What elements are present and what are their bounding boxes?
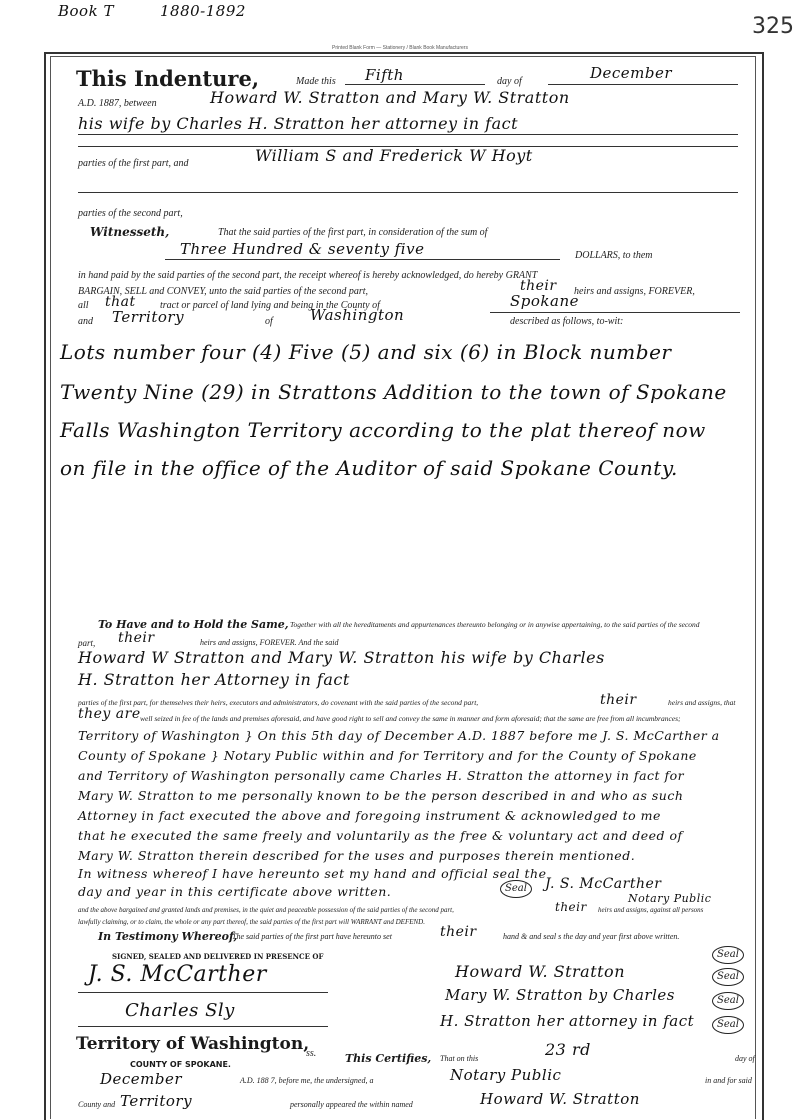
grantor-signature: Mary W. Stratton by Charles	[445, 986, 675, 1004]
cert-county-and: County and	[78, 1100, 116, 1109]
day-of-label: day of	[497, 76, 522, 87]
cert-in-and-for: in and for said	[705, 1076, 752, 1085]
years-note: 1880-1892	[160, 2, 246, 20]
ss-label: ss.	[306, 1048, 317, 1059]
cert-day: 23 rd	[545, 1040, 591, 1059]
habendum-text4: well seized in fee of the lands and premises aforesaid, and have good right to sell and convey the same in manner and form aforesaid; that the same are free from all incumbrances;	[140, 714, 681, 723]
notary-seal: Seal	[500, 880, 532, 898]
blank-line-b	[78, 192, 738, 193]
grantee-name: William S and Frederick W Hoyt	[255, 146, 533, 165]
cert-named: Howard W. Stratton	[480, 1090, 640, 1108]
page-number: 325	[752, 14, 794, 39]
sum-written: Three Hundred & seventy five	[180, 240, 425, 258]
paid-line: in hand paid by the said parties of the second part, the receipt whereof is hereby acknowledged, do hereby GRANT	[78, 270, 538, 281]
dollars-label: DOLLARS, to them	[575, 250, 653, 261]
grantor-signature: H. Stratton her attorney in fact	[440, 1012, 695, 1030]
month-line	[548, 84, 738, 85]
ack-line: County of Spokane } Notary Public within and for Territory and for the County of Spokane	[78, 748, 697, 763]
witness-signature: J. S. McCarther	[88, 962, 267, 987]
witnesseth-label: Witnesseth,	[90, 225, 170, 239]
tract-text: tract or parcel of land lying and being in the County of	[160, 300, 380, 311]
cert-ad: A.D. 188 7, before me, the undersigned, a	[240, 1076, 374, 1085]
warranty-text1: and the above bargained and granted lands and premises, in the quiet and peaceable possession of the said parties of the second part,	[78, 906, 454, 914]
county-name: Spokane	[510, 292, 579, 310]
habendum-text3b: heirs and assigns, that	[668, 698, 736, 707]
and-label: and	[78, 316, 93, 327]
ack-line: Mary W. Stratton to me personally known to be the person described in and who as such	[78, 788, 684, 803]
described-label: described as follows, to-wit:	[510, 316, 624, 327]
notary-signature: J. S. McCarther	[545, 876, 662, 892]
grantor-line2: his wife by Charles H. Stratton her attorney in fact	[78, 114, 519, 133]
of-label: of	[265, 316, 273, 327]
ack-line: In witness whereof I have hereunto set my hand and official seal the	[78, 866, 547, 881]
that-word: that	[105, 294, 136, 310]
ack-line: day and year in this certificate above written.	[78, 884, 392, 899]
notary-title: Notary Public	[628, 892, 712, 905]
witness-line	[78, 1026, 328, 1027]
habendum-line1: Howard W Stratton and Mary W. Stratton his wife by Charles	[78, 648, 605, 667]
warranty-text1b: heirs and assigns, against all persons	[598, 906, 704, 914]
habendum-text1: Together with all the hereditaments and appurtenances thereunto belonging or in anywise appertaining, to the said parties of the second	[290, 620, 700, 629]
testimony-text: The said parties of the first part have hereunto set	[232, 932, 392, 941]
witnesseth-text: That the said parties of the first part, in consideration of the sum of	[218, 227, 488, 238]
description-line: Falls Washington Territory according to the plat thereof now	[60, 418, 706, 442]
seal-box: Seal	[712, 946, 744, 964]
cert-territory: Territory	[120, 1092, 193, 1110]
description-line: Twenty Nine (29) in Strattons Addition to the town of Spokane	[60, 380, 727, 404]
first-part-label: parties of the first part, and	[78, 158, 189, 169]
grantor-line1: Howard W. Stratton and Mary W. Stratton	[210, 88, 570, 107]
bargain-line: BARGAIN, SELL and CONVEY, unto the said parties of the second part,	[78, 286, 369, 297]
part-label: part,	[78, 638, 96, 648]
ad-between: A.D. 1887, between	[78, 98, 157, 109]
day-line	[345, 84, 485, 85]
printer-line: Printed Blank Form — Stationery / Blank Book Manufacturers	[332, 45, 468, 51]
habendum-text3: parties of the first part, for themselves their heirs, executors and administrators, do covenant with the said parties of the second part,	[78, 698, 479, 707]
all-label: all	[78, 300, 89, 311]
month-written: December	[590, 64, 673, 82]
cert-day-of: day of	[735, 1054, 755, 1063]
ack-line: Attorney in fact executed the above and foregoing instrument & acknowledged to me	[78, 808, 661, 823]
made-this-label: Made this	[296, 76, 336, 87]
ack-line: Mary W. Stratton therein described for the uses and purposes therein mentioned.	[78, 848, 636, 863]
cert-month: December	[100, 1070, 183, 1088]
state-name: Washington	[310, 306, 405, 324]
testimony-title: In Testimony Whereof,	[98, 930, 238, 943]
ack-line: that he executed the same freely and voluntarily as the free & voluntary act and deed of	[78, 828, 683, 843]
habendum-text2: heirs and assigns, FOREVER. And the said	[200, 638, 339, 647]
sum-line	[165, 259, 560, 260]
territory-word: Territory	[112, 308, 185, 326]
description-line: Lots number four (4) Five (5) and six (6) in Block number	[60, 340, 672, 364]
warranty-text2: lawfully claiming, or to claim, the whole or any part thereof, the said parties of the first part will WARRANT and DEFEND.	[78, 918, 425, 926]
their-4: their	[555, 900, 587, 914]
cert-personally: personally appeared the within named	[290, 1100, 413, 1109]
certifies-label: This Certifies,	[345, 1052, 432, 1065]
ack-line: Territory of Washington } On this 5th day of December A.D. 1887 before me J. S. McCarther a	[78, 728, 720, 743]
that-on-this: That on this	[440, 1054, 479, 1063]
heirs-assigns: heirs and assigns, FOREVER,	[574, 286, 695, 297]
signed-label: SIGNED, SEALED AND DELIVERED IN PRESENCE OF	[112, 952, 324, 961]
territory-title: Territory of Washington,	[76, 1034, 310, 1054]
ack-line: and Territory of Washington personally came Charles H. Stratton the attorney in fact for	[78, 768, 685, 783]
grantor-signature: Howard W. Stratton	[455, 962, 625, 981]
habendum-title: To Have and to Hold the Same,	[98, 618, 289, 631]
their-1: their	[520, 278, 557, 294]
their-2: their	[118, 630, 155, 646]
seal-box: Seal	[712, 1016, 744, 1034]
they-are: they are	[78, 706, 141, 722]
county-line	[490, 312, 740, 313]
their-3: their	[600, 692, 637, 708]
indenture-title: This Indenture,	[76, 66, 260, 91]
day-written: Fifth	[365, 66, 404, 84]
their-5: their	[440, 924, 477, 940]
description-line: on file in the office of the Auditor of said Spokane County.	[60, 456, 678, 480]
witness-signature: Charles Sly	[125, 1000, 235, 1021]
seal-box: Seal	[712, 992, 744, 1010]
witness-line	[78, 992, 328, 993]
county-label: COUNTY OF SPOKANE.	[130, 1060, 231, 1069]
second-part-label: parties of the second part,	[78, 208, 183, 219]
habendum-line2: H. Stratton her Attorney in fact	[78, 670, 350, 689]
testimony-text-b: hand & and seal s the day and year first above written.	[503, 932, 680, 941]
book-note: Book T	[58, 2, 114, 20]
seal-box: Seal	[712, 968, 744, 986]
cert-notary: Notary Public	[450, 1066, 562, 1084]
grantor-line	[78, 134, 738, 135]
